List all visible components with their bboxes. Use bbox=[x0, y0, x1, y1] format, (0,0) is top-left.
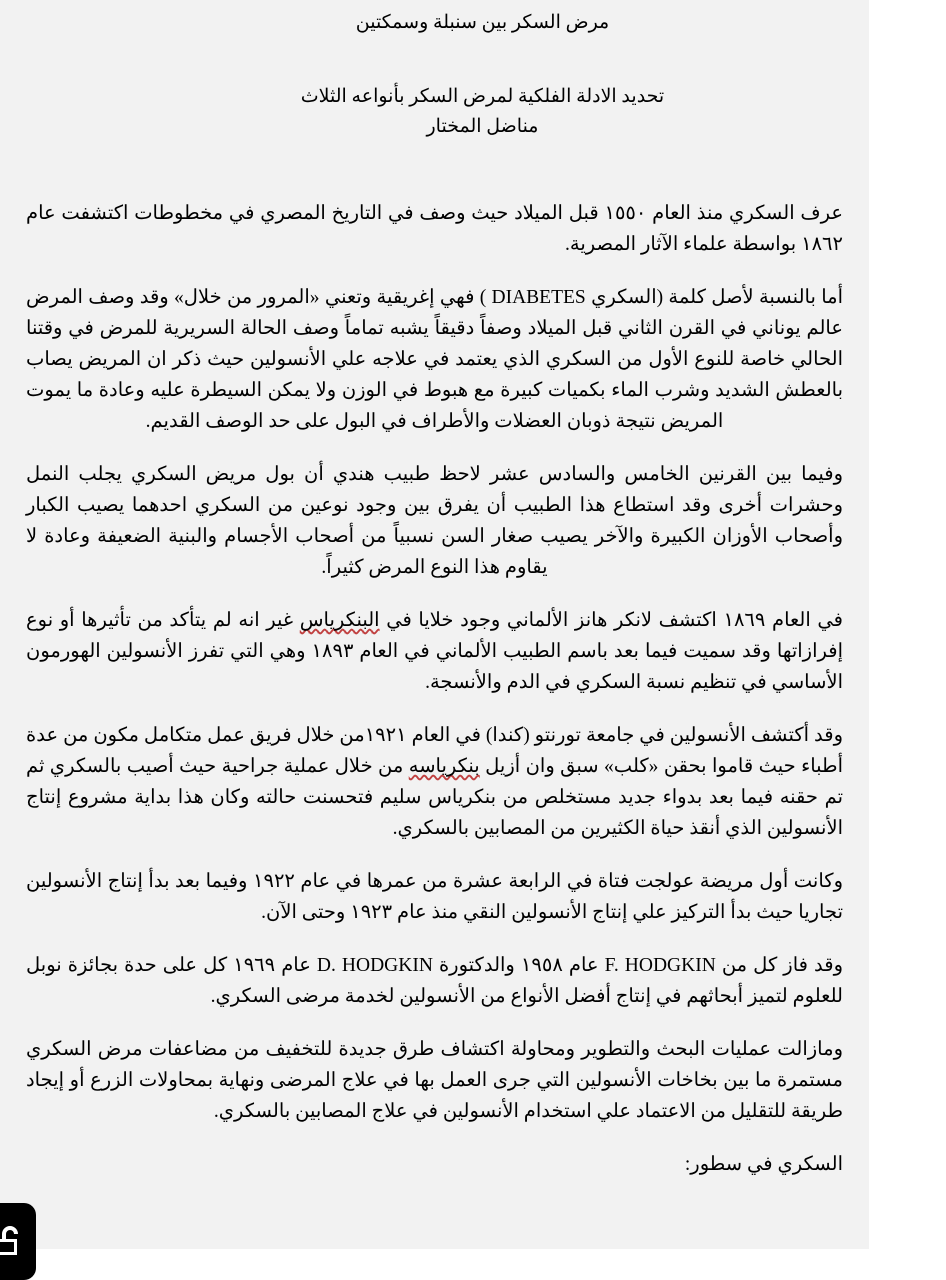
paragraph-3: وفيما بين القرنين الخامس والسادس عشر لاحظ طبيب هندي أن بول مريض السكري يجلب النمل وحشرات أخرى وقد استطاع هذا الطبيب أن يفرق بين وجود نوعين من السكري احدهما يصيب الكبار وأصحاب الأوزان الكبيرة والآخر يصيب صغار السن نسبياً من أصحاب الأجسام والبنية الضعيفة وعادة لا يقاوم هذا النوع المرض كثيراً. bbox=[26, 464, 843, 578]
spellcheck-word: البنكرياس bbox=[299, 610, 380, 631]
document-author: مناضل المختار bbox=[426, 116, 539, 137]
unlock-icon bbox=[0, 1225, 26, 1259]
paragraph-5: وقد أكتشف الأنسولين في جامعة تورنتو (كندا) في العام ١٩٢١من خلال فريق عمل متكامل مكون من عدة أطباء حيث قاموا بحقن «كلب» سبق وان أزيل بنكرياسه من خلال عملية جراحية حيث أصيب بالسكري ثم تم حقنه فيما بعد بدواء جديد مستخلص من بنكرياس سليم فتحسنت حالته وكان هذا بداية مشروع إنتاج الأنسولين الذي أنقذ حياة الكثيرين من المصابين بالسكري. bbox=[26, 725, 843, 839]
page-bottom-margin bbox=[0, 1249, 946, 1280]
paragraph-6: وكانت أول مريضة عولجت فتاة في الرابعة عشرة من عمرها في عام ١٩٢٢ وفيما بعد بدأ إنتاج الأنسولين تجاريا حيث بدأ التركيز علي إنتاج الأنسولين النقي منذ عام ١٩٢٣ وحتى الآن. bbox=[26, 871, 844, 923]
unlock-overlay-button[interactable] bbox=[0, 1203, 36, 1280]
paragraph-8: ومازالت عمليات البحث والتطوير ومحاولة اكتشاف طرق جديدة للتخفيف من مضاعفات مرض السكري مستمرة ما بين بخاخات الأنسولين التي جرى العمل بها في علاج المرضى ونهاية بمحاولات الزرع أو إيجاد طريقة للتقليل من الاعتماد علي استخدام الأنسولين في علاج المصابين بالسكري. bbox=[26, 1039, 843, 1122]
latin-token: D. HODGKIN bbox=[316, 955, 433, 976]
document-text-area bbox=[0, 198, 869, 1180]
page-title: مرض السكر بين سنبلة وسمكتين bbox=[355, 12, 610, 33]
latin-token: DIABETES bbox=[491, 287, 586, 308]
spellcheck-word: بنكرياسه bbox=[408, 756, 480, 777]
paragraph-1: عرف السكري منذ العام ١٥٥٠ قبل الميلاد حيث وصف في التاريخ المصري في مخطوطات اكتشفت عام ١٨٦٢ بواسطة علماء الآثار المصرية. bbox=[26, 203, 843, 255]
document-subtitle: تحديد الادلة الفلكية لمرض السكر بأنواعه الثلاث bbox=[300, 86, 665, 107]
document-header bbox=[0, 0, 869, 142]
paragraph-4: في العام ١٨٦٩ اكتشف لانكر هانز الألماني وجود خلايا في البنكرياس غير انه لم يتأكد من تأثيرها أو نوع إفرازاتها وقد سميت فيما بعد باسم الطبيب الألماني في العام ١٨٩٣ وهي التي تفرز الأنسولين الهورمون الأساسي في تنظيم نسبة السكري في الدم والأنسجة. bbox=[26, 610, 843, 693]
paragraph-7: وقد فاز كل من F. HODGKIN عام ١٩٥٨ والدكتورة D. HODGKIN عام ١٩٦٩ كل على حدة بجائزة نوبل للعلوم لتميز أبحاثهم في إنتاج أفضل الأنواع من الأنسولين لخدمة مرضى السكري. bbox=[26, 955, 843, 1007]
paragraph-2: أما بالنسبة لأصل كلمة (السكري DIABETES ) فهي إغريقية وتعني «المرور من خلال» وقد وصف المرض عالم يوناني في القرن الثاني قبل الميلاد وصفاً دقيقاً يشبه تماماً وصف الحالة السريرية للمرض في وقتنا الحالي خاصة للنوع الأول من السكري الذي يعتمد في علاجه علي الأنسولين حيث ذكر ان المريض يصاب بالعطش الشديد وشرب الماء بكميات كبيرة مع هبوط في الوزن ولا يمكن السيطرة عليه وعادة ما يموت المريض نتيجة ذوبان العضلات والأطراف في البول على حد الوصف القديم. bbox=[26, 287, 843, 432]
page-right-margin bbox=[869, 0, 946, 1280]
latin-token: F. HODGKIN bbox=[604, 955, 716, 976]
paragraph-9: السكري في سطور: bbox=[684, 1154, 843, 1175]
